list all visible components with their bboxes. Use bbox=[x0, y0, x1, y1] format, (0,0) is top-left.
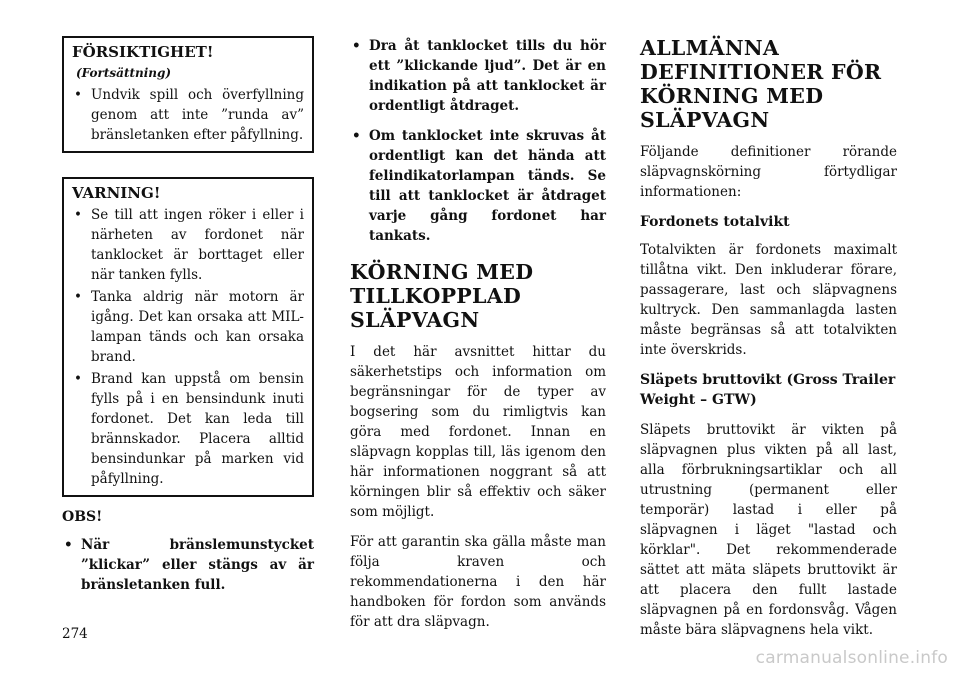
middle-column bbox=[350, 36, 606, 632]
definitions-intro: Följande definitioner rörande släpvagnskörning förtydligar informationen: bbox=[640, 144, 897, 200]
left-column bbox=[62, 36, 314, 595]
caution-list bbox=[72, 85, 304, 145]
caution-subtitle: (Fortsättning) bbox=[76, 66, 172, 80]
note-item: • Dra åt tanklocket tills du hör ett ”klickande ljud”. Det är en indikation på att tanklocket är ordentligt åtdraget. bbox=[350, 36, 606, 116]
gvw-heading: Fordonets totalvikt bbox=[640, 214, 790, 230]
gvw-text: Totalvikten är fordonets maximalt tillåtna vikt. Den inkluderar förare, passagerare, last och släpvagnens kultryck. Den sammanlagda lasten måste begränsas så att totalvikten inte överskrids. bbox=[640, 242, 897, 358]
note-list-continued bbox=[350, 36, 606, 246]
gtw-heading: Släpets bruttovikt (Gross Trailer Weight – GTW) bbox=[640, 372, 896, 408]
warning-box bbox=[62, 177, 314, 497]
towing-paragraph: I det här avsnittet hittar du säkerhetstips och information om begränsningar för de typer av bogsering som du rimligtvis kan göra med fordonet. Innan en släpvagn kopplas till, läs igenom den här informationen noggrant så att körningen blir så effektiv och säker som möjligt. bbox=[350, 344, 606, 520]
gtw-text: Släpets bruttovikt är vikten på släpvagnen plus vikten på all last, alla förbrukningsartiklar och all utrustning (permanent eller temporär) lastad i eller på släpvagnen i läget "lastad och körklar". Det rekommenderade sättet att mäta släpets bruttovikt är att placera den fullt lastade släpvagnen på en fordonsvåg. Vågen måste bära släpvagnens hela vikt. bbox=[640, 422, 897, 638]
caution-title: FÖRSIKTIGHET!(Fortsättning) bbox=[72, 43, 214, 80]
warning-list bbox=[72, 205, 304, 489]
definitions-heading: ALLMÄNNA DEFINITIONER FÖR KÖRNING MED SLÄPVAGN bbox=[640, 36, 882, 132]
towing-paragraph: För att garantin ska gälla måste man följa kraven och rekommendationerna i den här handboken för fordon som används för att dra släpvagn. bbox=[350, 534, 606, 630]
note-item: • När bränslemunstycket ”klickar” eller stängs av är bränsletanken full. bbox=[62, 535, 314, 595]
warning-item: • Brand kan uppstå om bensin fylls på i en bensindunk inuti fordonet. Det kan leda till brännskador. Placera alltid bensindunkar på marken vid påfyllning. bbox=[72, 369, 304, 489]
caution-box bbox=[62, 36, 314, 153]
note-label: OBS! bbox=[62, 509, 103, 525]
watermark: carmanualsonline.info bbox=[755, 648, 948, 668]
note-list bbox=[62, 535, 314, 595]
right-column bbox=[640, 36, 897, 640]
note-item: • Om tanklocket inte skruvas åt ordentligt kan det hända att felindikatorlampan tänds. Se till att tanklocket är åtdraget varje gång fordonet har tankats. bbox=[350, 126, 606, 246]
warning-item: • Tanka aldrig när motorn är igång. Det kan orsaka att MIL-lampan tänds och kan orsaka brand. bbox=[72, 287, 304, 367]
caution-item: • Undvik spill och överfyllning genom att inte ”runda av” bränsletanken efter påfyllning. bbox=[72, 85, 304, 145]
towing-heading: KÖRNING MED TILLKOPPLAD SLÄPVAGN bbox=[350, 260, 534, 332]
page-number: 274 bbox=[62, 626, 88, 642]
warning-title: VARNING! bbox=[72, 184, 161, 202]
warning-item: • Se till att ingen röker i eller i närheten av fordonet när tanklocket är borttaget eller när tanken fylls. bbox=[72, 205, 304, 285]
